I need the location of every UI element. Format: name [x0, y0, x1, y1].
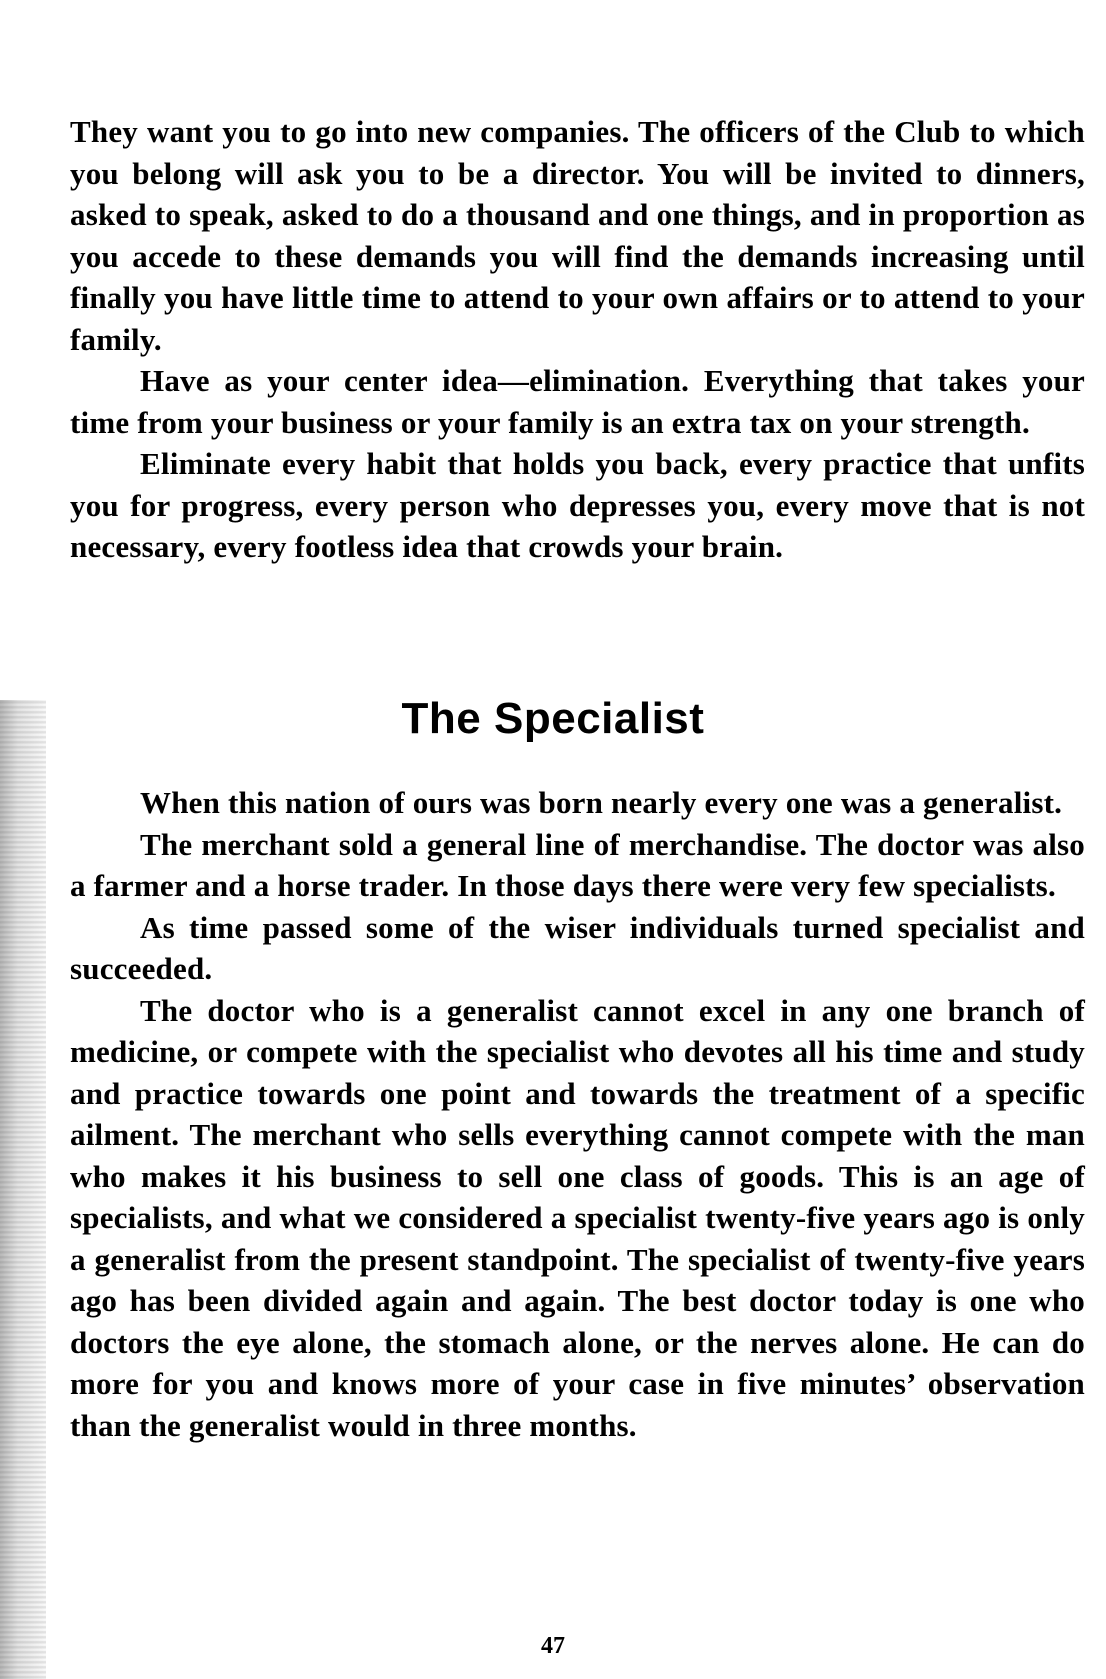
body-text-top	[70, 111, 1085, 568]
body-text-bottom	[70, 782, 1085, 1446]
scan-shadow-edge	[0, 700, 46, 1679]
paragraph: They want you to go into new companies. The officers of the Club to which you belong will ask you to be a director. You will be invited to dinners, asked to speak, asked to do a thousand and one things, and in proportion as you accede to these demands you will find the demands increasing until finally you have little time to attend to your own affairs or to attend to your family.	[70, 114, 1085, 357]
section-heading: The Specialist	[401, 694, 705, 743]
paragraph: As time passed some of the wiser individuals turned specialist and succeeded.	[70, 909, 1085, 986]
page-number: 47	[541, 1633, 565, 1659]
paragraph: Eliminate every habit that holds you back, every practice that unfits you for progress, every person who depresses you, every move that is not necessary, every footless idea that crowds your brain.	[70, 446, 1085, 564]
paragraph: The merchant sold a general line of merchandise. The doctor was also a farmer and a horse trader. In those days there were very few specialists.	[70, 826, 1085, 903]
paragraph: When this nation of ours was born nearly every one was a generalist.	[140, 785, 1063, 820]
paragraph: The doctor who is a generalist cannot excel in any one branch of medicine, or compete with the specialist who devotes all his time and study and practice towards one point and towards the treatment of a specific ailment. The merchant who sells everything cannot compete with the man who makes it his business to sell one class of goods. This is an age of specialists, and what we considered a specialist twenty-five years ago is only a generalist from the present standpoint. The specialist of twenty-five years ago has been divided again and again. The best doctor today is one who doctors the eye alone, the stomach alone, or the nerves alone. He can do more for you and knows more of your case in five minutes’ observation than the generalist would in three months.	[70, 992, 1085, 1443]
paragraph: Have as your center idea—elimination. Everything that takes your time from your business or your family is an extra tax on your strength.	[70, 363, 1085, 440]
